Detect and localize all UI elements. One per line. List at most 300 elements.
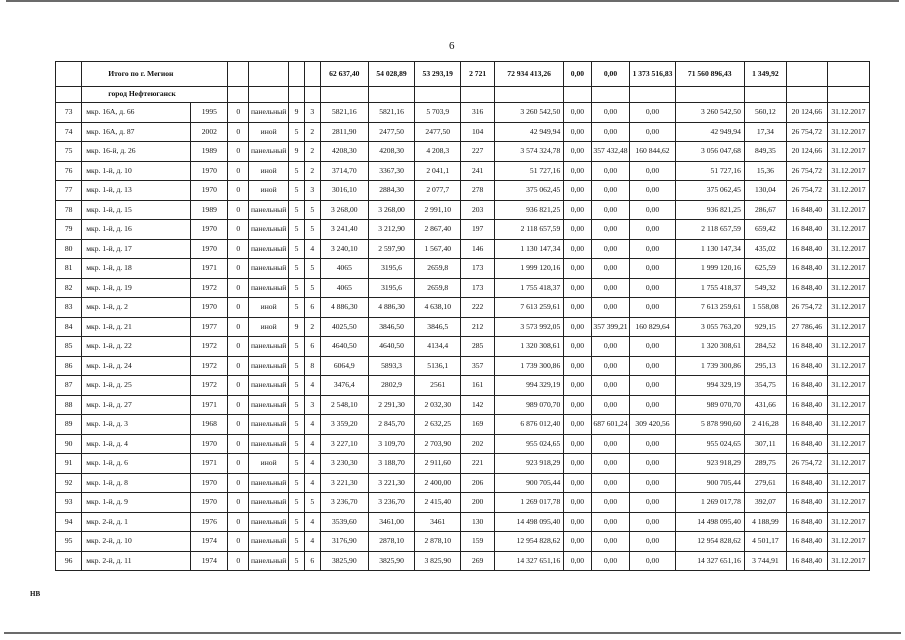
table-cell: 42 949,94 (675, 122, 744, 142)
table-cell: 1 999 120,16 (675, 259, 744, 279)
table-cell: 26 754,72 (786, 122, 827, 142)
table-cell: 26 754,72 (786, 298, 827, 318)
city-empty-cell (368, 87, 414, 103)
table-row (56, 454, 870, 474)
table-cell: 0,00 (564, 239, 591, 259)
table-row (56, 278, 870, 298)
table-cell: 269 (461, 551, 495, 571)
total-cell: 72 934 413,26 (494, 62, 563, 87)
table-cell: 4640,50 (368, 337, 414, 357)
table-cell: 5 (289, 473, 305, 493)
table-cell: 5 (289, 239, 305, 259)
table-cell: 2561 (415, 376, 461, 396)
table-cell: 1968 (191, 415, 228, 435)
table-cell: 3 268,00 (320, 200, 368, 220)
city-empty-cell (249, 87, 289, 103)
table-cell: 1970 (191, 161, 228, 181)
table-cell: 6 (304, 298, 320, 318)
table-cell: 1972 (191, 337, 228, 357)
table-cell: 31.12.2017 (827, 512, 869, 532)
table-cell: 221 (461, 454, 495, 474)
table-cell: 0 (228, 220, 249, 240)
table-cell: 73 (56, 103, 82, 123)
table-cell: 1989 (191, 142, 228, 162)
table-cell: 2811,90 (320, 122, 368, 142)
table-cell: 42 949,94 (494, 122, 563, 142)
table-cell: 1971 (191, 259, 228, 279)
table-cell: 0,00 (630, 454, 675, 474)
table-cell: 1 130 147,34 (675, 239, 744, 259)
table-cell: 7 613 259,61 (675, 298, 744, 318)
table-cell: 4065 (320, 278, 368, 298)
city-empty-cell (675, 87, 744, 103)
table-cell: 0 (228, 200, 249, 220)
table-cell: 16 848,40 (786, 473, 827, 493)
table-cell: 625,59 (744, 259, 786, 279)
address-cell: мкр. 1-й, д. 2 (82, 298, 191, 318)
table-cell: 130,04 (744, 181, 786, 201)
table-cell: 5 (304, 278, 320, 298)
table-cell: 0,00 (591, 434, 630, 454)
table-cell: 560,12 (744, 103, 786, 123)
city-empty-cell (320, 87, 368, 103)
table-cell: 16 848,40 (786, 337, 827, 357)
table-cell: 295,13 (744, 356, 786, 376)
table-cell: 286,67 (744, 200, 786, 220)
address-cell: мкр. 1-й, д. 6 (82, 454, 191, 474)
table-cell: 0 (228, 532, 249, 552)
table-row (56, 493, 870, 513)
table-row (56, 220, 870, 240)
table-cell: 4 (304, 532, 320, 552)
table-cell: 31.12.2017 (827, 161, 869, 181)
table-cell: 16 848,40 (786, 278, 827, 298)
table-cell: 161 (461, 376, 495, 396)
table-cell: 31.12.2017 (827, 454, 869, 474)
table-cell: 278 (461, 181, 495, 201)
table-cell: 2 878,10 (415, 532, 461, 552)
table-cell: 2 632,25 (415, 415, 461, 435)
table-cell: 0,00 (591, 493, 630, 513)
table-cell: 15,36 (744, 161, 786, 181)
table-cell: 2 703,90 (415, 434, 461, 454)
city-empty-cell (461, 87, 495, 103)
table-cell: 3 573 992,05 (494, 317, 563, 337)
table-cell: 5 (289, 454, 305, 474)
table-cell: 2 867,40 (415, 220, 461, 240)
table-cell: 3 236,70 (320, 493, 368, 513)
table-cell: 0 (228, 493, 249, 513)
table-cell: 2 032,30 (415, 395, 461, 415)
table-cell: 900 705,44 (494, 473, 563, 493)
table-cell: 31.12.2017 (827, 298, 869, 318)
table-cell: 849,35 (744, 142, 786, 162)
table-cell: 3195,6 (368, 259, 414, 279)
table-cell: 3461,00 (368, 512, 414, 532)
table-cell: 0 (228, 512, 249, 532)
table-cell: 3 188,70 (368, 454, 414, 474)
table-cell: 31.12.2017 (827, 278, 869, 298)
table-cell: 0,00 (591, 278, 630, 298)
table-cell: 7 613 259,61 (494, 298, 563, 318)
table-cell: панельный (249, 142, 289, 162)
table-cell: 1977 (191, 317, 228, 337)
table-cell: 31.12.2017 (827, 376, 869, 396)
address-cell: мкр. 1-й, д. 22 (82, 337, 191, 357)
table-cell: 130 (461, 512, 495, 532)
table-cell: 0,00 (591, 532, 630, 552)
table-cell: 5 878 990,60 (675, 415, 744, 435)
table-cell: 31.12.2017 (827, 103, 869, 123)
table-cell: панельный (249, 337, 289, 357)
table-cell: 78 (56, 200, 82, 220)
table-cell: 2802,9 (368, 376, 414, 396)
table-row (56, 200, 870, 220)
table-cell: 3846,50 (368, 317, 414, 337)
total-cell (289, 62, 305, 87)
table-cell: 0,00 (564, 532, 591, 552)
table-cell: 14 498 095,40 (675, 512, 744, 532)
total-num-cell (56, 62, 82, 87)
table-cell: 5 (289, 181, 305, 201)
table-cell: 5 (289, 532, 305, 552)
table-cell: 16 848,40 (786, 259, 827, 279)
table-cell: 14 327 651,16 (494, 551, 563, 571)
table-cell: 26 754,72 (786, 181, 827, 201)
table-cell: 16 848,40 (786, 551, 827, 571)
table-cell: 0,00 (591, 376, 630, 396)
table-cell: 0,00 (591, 239, 630, 259)
total-cell: 2 721 (461, 62, 495, 87)
table-cell: 5 (304, 200, 320, 220)
table-cell: 160 844,62 (630, 142, 675, 162)
table-cell: 4 (304, 434, 320, 454)
table-cell: 2659,8 (415, 278, 461, 298)
table-cell: 31.12.2017 (827, 142, 869, 162)
table-row (56, 317, 870, 337)
table-row (56, 239, 870, 259)
table-cell: 2 (304, 142, 320, 162)
table-cell: 31.12.2017 (827, 415, 869, 435)
table-row (56, 298, 870, 318)
city-empty-cell (564, 87, 591, 103)
table-cell: 5821,16 (368, 103, 414, 123)
address-cell: мкр. 1-й, д. 15 (82, 200, 191, 220)
table-cell: 3 (304, 395, 320, 415)
table-cell: 2 911,60 (415, 454, 461, 474)
table-cell: 0,00 (630, 122, 675, 142)
table-cell: 2659,8 (415, 259, 461, 279)
table-cell: 3 227,10 (320, 434, 368, 454)
table-cell: 0,00 (564, 200, 591, 220)
table-cell: 31.12.2017 (827, 181, 869, 201)
table-cell: панельный (249, 356, 289, 376)
address-cell: мкр. 1-й, д. 16 (82, 220, 191, 240)
table-cell: 2 845,70 (368, 415, 414, 435)
table-cell: 0,00 (591, 122, 630, 142)
table-cell: 435,02 (744, 239, 786, 259)
table-cell: 0,00 (630, 200, 675, 220)
table-cell: иной (249, 161, 289, 181)
table-cell: 923 918,29 (675, 454, 744, 474)
table-cell: 212 (461, 317, 495, 337)
table-cell: 0,00 (564, 259, 591, 279)
table-cell: 1989 (191, 200, 228, 220)
table-cell: 3 236,70 (368, 493, 414, 513)
table-cell: 94 (56, 512, 82, 532)
table-cell: панельный (249, 395, 289, 415)
table-cell: 3 359,20 (320, 415, 368, 435)
table-cell: 86 (56, 356, 82, 376)
table-cell: 4 (304, 376, 320, 396)
table-cell: панельный (249, 493, 289, 513)
table-cell: 90 (56, 434, 82, 454)
address-cell: мкр. 1-й, д. 3 (82, 415, 191, 435)
table-cell: 1 558,08 (744, 298, 786, 318)
table-cell: 82 (56, 278, 82, 298)
table-cell: 3 221,30 (320, 473, 368, 493)
table-cell: 4134,4 (415, 337, 461, 357)
table-cell: 1 567,40 (415, 239, 461, 259)
total-cell: 71 560 896,43 (675, 62, 744, 87)
table-row (56, 532, 870, 552)
address-cell: мкр. 1-й, д. 21 (82, 317, 191, 337)
table-cell: 0,00 (564, 122, 591, 142)
table-cell: 2878,10 (368, 532, 414, 552)
table-cell: 16 848,40 (786, 239, 827, 259)
table-cell: 2002 (191, 122, 228, 142)
table-cell: 4640,50 (320, 337, 368, 357)
table-cell: 1995 (191, 103, 228, 123)
table-cell: 1970 (191, 298, 228, 318)
total-cell (304, 62, 320, 87)
table-cell: 0,00 (630, 473, 675, 493)
table-cell: 0,00 (591, 259, 630, 279)
table-cell: панельный (249, 220, 289, 240)
table-cell: 31.12.2017 (827, 473, 869, 493)
address-cell: мкр. 16-й, д. 26 (82, 142, 191, 162)
table-cell: 6064,9 (320, 356, 368, 376)
table-cell: 3 260 542,50 (675, 103, 744, 123)
table-cell: 0,00 (591, 454, 630, 474)
table-cell: 0,00 (630, 551, 675, 571)
table-cell: 0,00 (630, 259, 675, 279)
city-empty-cell (744, 87, 786, 103)
footer-mark: НВ (30, 590, 41, 598)
table-cell: 31.12.2017 (827, 434, 869, 454)
table-cell: 2 077,7 (415, 181, 461, 201)
table-cell: 6 (304, 337, 320, 357)
total-cell: 1 349,92 (744, 62, 786, 87)
address-cell: мкр. 1-й, д. 4 (82, 434, 191, 454)
table-cell: 159 (461, 532, 495, 552)
table-cell: 31.12.2017 (827, 395, 869, 415)
table-cell: 1972 (191, 278, 228, 298)
table-cell: 0,00 (564, 298, 591, 318)
total-row (56, 62, 870, 87)
table-cell: 4 638,10 (415, 298, 461, 318)
table-cell: 3825,90 (368, 551, 414, 571)
table-cell: 31.12.2017 (827, 239, 869, 259)
table-cell: 0,00 (630, 181, 675, 201)
table-cell: 3 240,10 (320, 239, 368, 259)
table-cell: 0,00 (564, 434, 591, 454)
table-row (56, 356, 870, 376)
table-cell: 4 (304, 415, 320, 435)
table-cell: 2 (304, 122, 320, 142)
table-row (56, 103, 870, 123)
table-cell: 0,00 (630, 512, 675, 532)
table-cell: 75 (56, 142, 82, 162)
table-cell: 146 (461, 239, 495, 259)
table-cell: 392,07 (744, 493, 786, 513)
table-cell: 5 (289, 512, 305, 532)
table-cell: 79 (56, 220, 82, 240)
address-cell: мкр. 1-й, д. 8 (82, 473, 191, 493)
table-cell: 1 739 300,86 (675, 356, 744, 376)
address-cell: мкр. 1-й, д. 10 (82, 161, 191, 181)
table-cell: 955 024,65 (494, 434, 563, 454)
table-cell: 4 (304, 473, 320, 493)
address-cell: мкр. 2-й, д. 11 (82, 551, 191, 571)
table-cell: 549,32 (744, 278, 786, 298)
table-cell: панельный (249, 434, 289, 454)
table-cell: 2 415,40 (415, 493, 461, 513)
address-cell: мкр. 1-й, д. 9 (82, 493, 191, 513)
table-cell: 20 124,66 (786, 103, 827, 123)
table-cell: 74 (56, 122, 82, 142)
table-cell: 1 755 418,37 (494, 278, 563, 298)
table-cell: 241 (461, 161, 495, 181)
address-cell: мкр. 2-й, д. 10 (82, 532, 191, 552)
table-cell: 14 498 095,40 (494, 512, 563, 532)
city-empty-cell (304, 87, 320, 103)
table-cell: 227 (461, 142, 495, 162)
table-cell: 0,00 (591, 395, 630, 415)
table-cell: 9 (289, 103, 305, 123)
table-cell: 169 (461, 415, 495, 435)
table-cell: 0,00 (564, 161, 591, 181)
table-cell: 1970 (191, 473, 228, 493)
table-cell: 900 705,44 (675, 473, 744, 493)
table-cell: 5 (289, 376, 305, 396)
table-cell: 3461 (415, 512, 461, 532)
table-cell: 3714,70 (320, 161, 368, 181)
table-cell: 31.12.2017 (827, 220, 869, 240)
table-cell: 1970 (191, 181, 228, 201)
table-cell: 16 848,40 (786, 356, 827, 376)
table-cell: 989 070,70 (494, 395, 563, 415)
address-cell: мкр. 1-й, д. 24 (82, 356, 191, 376)
table-cell: панельный (249, 376, 289, 396)
table-cell: 929,15 (744, 317, 786, 337)
table-cell: 5 (289, 493, 305, 513)
table-cell: 2 597,90 (368, 239, 414, 259)
table-cell: 222 (461, 298, 495, 318)
table-cell: 92 (56, 473, 82, 493)
table-cell: 3 744,91 (744, 551, 786, 571)
table-cell: 0 (228, 415, 249, 435)
table-cell: 81 (56, 259, 82, 279)
table-cell: 1 130 147,34 (494, 239, 563, 259)
table-cell: 0 (228, 317, 249, 337)
table-row (56, 337, 870, 357)
total-cell (827, 62, 869, 87)
table-cell: 16 848,40 (786, 434, 827, 454)
table-row (56, 395, 870, 415)
table-cell: 3 (304, 103, 320, 123)
table-cell: 5 (289, 337, 305, 357)
table-cell: 0 (228, 356, 249, 376)
table-cell: 955 024,65 (675, 434, 744, 454)
table-cell: 3 055 763,20 (675, 317, 744, 337)
table-cell: 0,00 (591, 220, 630, 240)
table-cell: 5 (289, 220, 305, 240)
top-border-line (6, 0, 899, 2)
table-cell: 0,00 (564, 220, 591, 240)
table-row (56, 181, 870, 201)
table-cell: 1 320 308,61 (494, 337, 563, 357)
table-cell: 2 (304, 161, 320, 181)
table-cell: 0,00 (591, 298, 630, 318)
table-cell: 4 208,3 (415, 142, 461, 162)
address-cell: мкр. 16А, д. 87 (82, 122, 191, 142)
table-cell: 5821,16 (320, 103, 368, 123)
table-cell: 0 (228, 395, 249, 415)
table-cell: 659,42 (744, 220, 786, 240)
table-cell: 16 848,40 (786, 200, 827, 220)
table-cell: 0 (228, 181, 249, 201)
table-cell: 1 269 017,78 (675, 493, 744, 513)
table-cell: 4 886,30 (368, 298, 414, 318)
table-cell: 2477,50 (368, 122, 414, 142)
table-cell: 4 188,99 (744, 512, 786, 532)
table-cell: 93 (56, 493, 82, 513)
table-cell: 0,00 (630, 395, 675, 415)
table-cell: 31.12.2017 (827, 317, 869, 337)
table-row (56, 415, 870, 435)
table-cell: 0,00 (591, 356, 630, 376)
table-cell: 279,61 (744, 473, 786, 493)
table-cell: 4 (304, 454, 320, 474)
table-cell: 0 (228, 337, 249, 357)
table-cell: 5 (289, 161, 305, 181)
table-cell: 0,00 (591, 103, 630, 123)
table-cell: 0,00 (591, 473, 630, 493)
table-cell: 3 268,00 (368, 200, 414, 220)
table-row (56, 512, 870, 532)
table-cell: 1 269 017,78 (494, 493, 563, 513)
table-cell: 4 (304, 512, 320, 532)
table-cell: 2 291,30 (368, 395, 414, 415)
table-cell: 89 (56, 415, 82, 435)
table-cell: 16 848,40 (786, 532, 827, 552)
table-cell: 307,11 (744, 434, 786, 454)
table-cell: 0,00 (630, 532, 675, 552)
table-cell: 1 755 418,37 (675, 278, 744, 298)
table-cell: 0,00 (564, 512, 591, 532)
table-cell: 142 (461, 395, 495, 415)
table-cell: 1 739 300,86 (494, 356, 563, 376)
table-cell: 2884,30 (368, 181, 414, 201)
table-cell: 0,00 (564, 454, 591, 474)
total-cell: 0,00 (591, 62, 630, 87)
table-cell: 431,66 (744, 395, 786, 415)
table-cell: 284,52 (744, 337, 786, 357)
table-cell: 316 (461, 103, 495, 123)
table-cell: 1974 (191, 532, 228, 552)
table-cell: 1 320 308,61 (675, 337, 744, 357)
